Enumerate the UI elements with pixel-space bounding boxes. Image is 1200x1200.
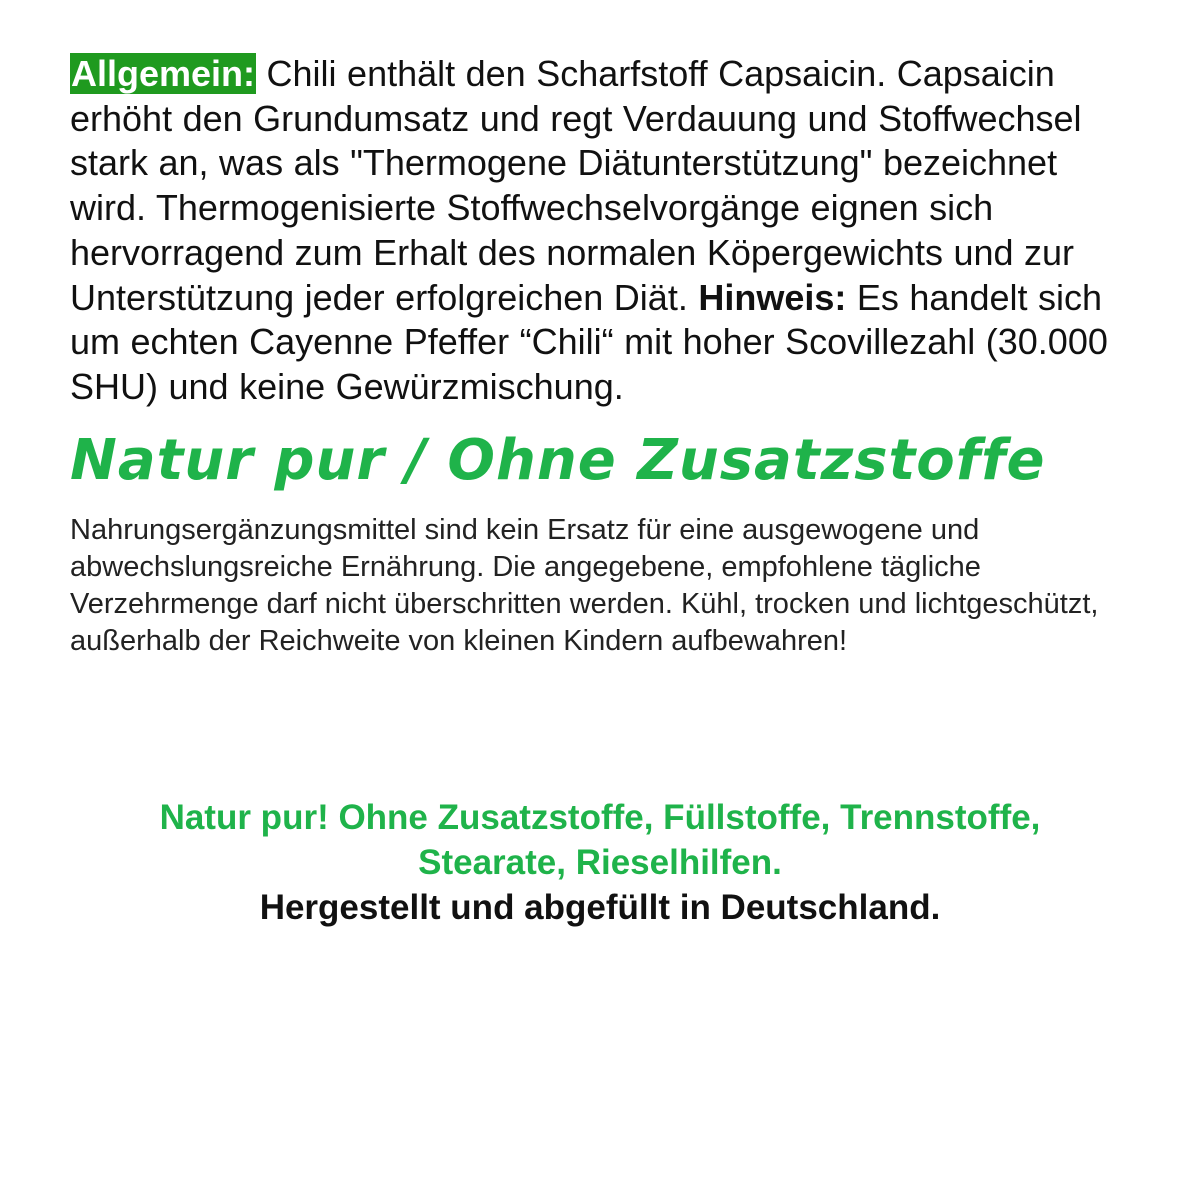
note-label: Hinweis: (698, 276, 847, 318)
headline: Natur pur / Ohne Zusatzstoffe (70, 427, 1046, 493)
footer-line-3: Hergestellt und abgefüllt in Deutschland. (259, 888, 941, 927)
content-area (70, 52, 1130, 660)
intro-text-1: Chili enthält den Scharfstoff Capsaicin. Capsaicin erhöht den Grundumsatz und regt Verdauung und Stoffwechsel stark an, was als "Thermogene Diätunterstützung" bezeichnet wird. Thermogenisierte Stoffwechselvorgänge eignen sich hervorragend zum Erhalt des normalen Köpergewichts und zur Unterstützung jeder erfolgreichen Diät. (70, 53, 1082, 318)
disclaimer-paragraph: Nahrungsergänzungsmittel sind kein Ersatz für eine ausgewogene und abwechslungsreiche Ernährung. Die angegebene, empfohlene tägliche Verzehrmenge darf nicht überschritten werden. Kühl, trocken und lichtgeschützt, außerhalb der Reichweite von kleinen Kindern aufbewahren! (70, 513, 1099, 658)
footer-block (0, 795, 1200, 930)
footer-line-1: Natur pur! Ohne Zusatzstoffe, Füllstoffe, Trennstoffe, (159, 798, 1041, 837)
general-tag: Allgemein: (71, 53, 256, 94)
footer-line-2: Stearate, Rieselhilfen. (418, 843, 782, 882)
intro-paragraph (70, 52, 1130, 410)
intro-text-2: Es handelt sich um echten Cayenne Pfeffer “Chili“ mit hoher Scovillezahl (30.000 SHU) und keine Gewürzmischung. (70, 276, 1108, 407)
